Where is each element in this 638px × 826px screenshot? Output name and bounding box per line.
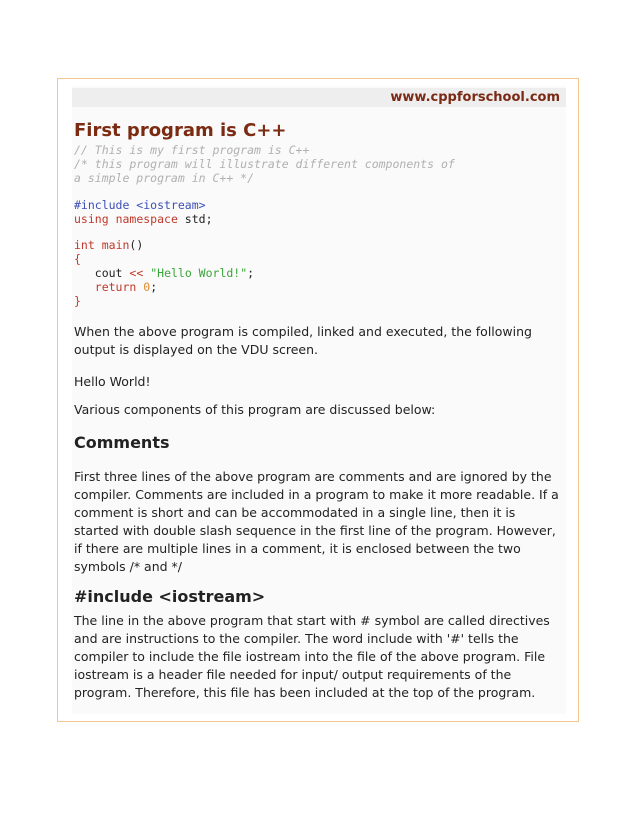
site-url: www.cppforschool.com [390,90,560,105]
code-open-brace: { [74,252,81,266]
page-title: First program is C++ [74,120,287,141]
paragraph-compiled-output: When the above program is compiled, linked and executed, the following output is displayed on the VDU screen. [74,324,532,357]
section-body-include: The line in the above program that start with # symbol are called directives and are instructions to the compiler. The word include with '#' tells the compiler to include the file iostream into the file of the above program. File iostream is a header file needed for input/ output requirements of the program. Therefore, this file has been included at the top of the program. [74,613,550,700]
code-return-line: return 0; [94,280,158,294]
section-body-comments: First three lines of the above program are comments and are ignored by the compiler. Comments are included in a program to make it more readable. If a comment is short and can be accommodated in a single line, then it is started with double slash sequence in the first line of the program. However, if there are multiple lines in a comment, it is enclosed between the two symbols /* and */ [74,469,559,574]
code-cout-line: cout << "Hello World!"; [94,266,255,280]
paragraph-components-intro: Various components of this program are discussed below: [74,402,436,417]
code-comment-line-1: // This is my first program is C++ [74,143,310,157]
code-using-line: using namespace std; [74,212,213,226]
section-heading-comments: Comments [74,433,170,452]
site-url-bar [72,88,566,107]
program-output-text: Hello World! [74,374,151,389]
code-comment-line-3: a simple program in C++ */ [74,171,255,185]
code-include-line: #include <iostream> [74,198,206,212]
code-comment-line-2: /* this program will illustrate different components of [74,157,455,171]
section-heading-include: #include <iostream> [74,587,266,606]
code-main-signature: int main() [74,238,144,252]
code-close-brace: } [74,294,81,308]
document-content [72,86,566,714]
